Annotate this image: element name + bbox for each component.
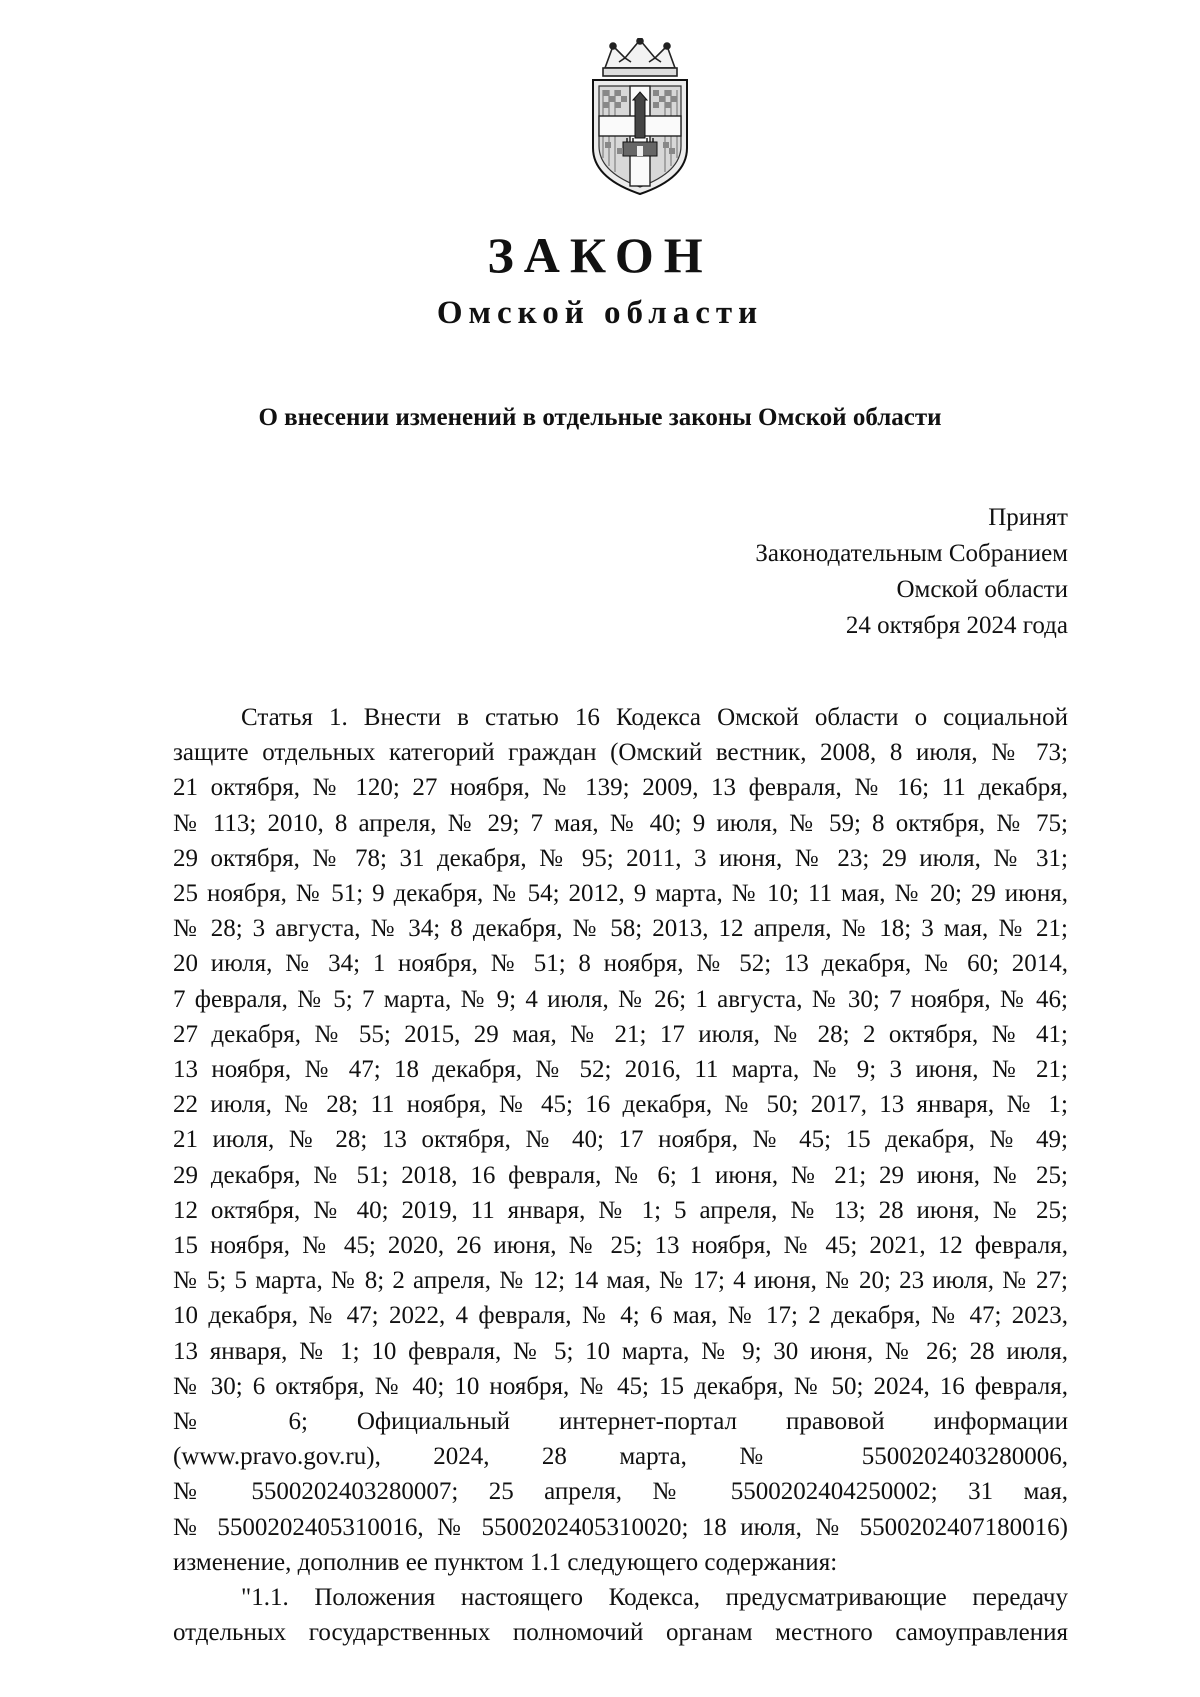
- text-line: 22 июля, № 28; 11 ноября, № 45; 16 декабря, № 50; 2017, 13 января, № 1;: [173, 1091, 1068, 1119]
- text-line: 29 октября, № 78; 31 декабря, № 95; 2011, 3 июня, № 23; 29 июля, № 31;: [173, 844, 1068, 872]
- text-line: № 113; 2010, 8 апреля, № 29; 7 мая, № 40; 9 июля, № 59; 8 октября, № 75;: [173, 809, 1068, 837]
- text-line: 27 декабря, № 55; 2015, 29 мая, № 21; 17 июля, № 28; 2 октября, № 41;: [173, 1020, 1068, 1048]
- text-line: 13 ноября, № 47; 18 декабря, № 52; 2016, 11 марта, № 9; 3 июня, № 21;: [173, 1056, 1068, 1084]
- text-line: № 30; 6 октября, № 40; 10 ноября, № 45; 15 декабря, № 50; 2024, 16 февраля,: [173, 1372, 1068, 1400]
- text-line: № 28; 3 августа, № 34; 8 декабря, № 58; 2013, 12 апреля, № 18; 3 мая, № 21;: [173, 915, 1068, 943]
- text-line: № 5500202403280007; 25 апреля, № 5500202404250002; 31 мая,: [173, 1478, 1068, 1506]
- adoption-line: Законодательным Собранием: [755, 540, 1068, 567]
- text-line: 12 октября, № 40; 2019, 11 января, № 1; 5 апреля, № 13; 28 июня, № 25;: [173, 1196, 1068, 1224]
- law-name-heading: О внесении изменений в отдельные законы Омской области: [258, 404, 942, 431]
- omsk-oblast-coat-of-arms-icon: [583, 38, 697, 196]
- text-line: 21 октября, № 120; 27 ноября, № 139; 2009, 13 февраля, № 16; 11 декабря,: [173, 774, 1068, 802]
- text-line: 13 января, № 1; 10 февраля, № 5; 10 марта, № 9; 30 июня, № 26; 28 июля,: [173, 1337, 1068, 1365]
- text-line: защите отдельных категорий граждан (Омский вестник, 2008, 8 июля, № 73;: [173, 739, 1068, 767]
- text-line: 25 ноября, № 51; 9 декабря, № 54; 2012, 9 марта, № 10; 11 мая, № 20; 29 июня,: [173, 880, 1068, 908]
- text-line: (www.pravo.gov.ru), 2024, 28 марта, № 5500202403280006,: [173, 1443, 1068, 1471]
- clause-1-1-line: отдельных государственных полномочий органам местного самоуправления: [173, 1619, 1068, 1647]
- text-line: 21 июля, № 28; 13 октября, № 40; 17 ноября, № 45; 15 декабря, № 49;: [173, 1126, 1068, 1154]
- clause-1-1-line: "1.1. Положения настоящего Кодекса, предусматривающие передачу: [241, 1584, 1068, 1612]
- text-line: 7 февраля, № 5; 7 марта, № 9; 4 июля, № 26; 1 августа, № 30; 7 ноября, № 46;: [173, 985, 1068, 1013]
- text-line: 10 декабря, № 47; 2022, 4 февраля, № 4; 6 мая, № 17; 2 декабря, № 47; 2023,: [173, 1302, 1068, 1330]
- adoption-date: 24 октября 2024 года: [845, 612, 1068, 639]
- text-line: № 5500202405310016, № 5500202405310020; 18 июля, № 5500202407180016): [173, 1513, 1068, 1541]
- document-subtitle: Омской области: [436, 295, 764, 331]
- adoption-line: Принят: [988, 504, 1068, 531]
- document-title: ЗАКОН: [487, 227, 713, 283]
- text-line: № 6; Официальный интернет-портал правовой информации: [173, 1408, 1068, 1436]
- text-line: 20 июля, № 34; 1 ноября, № 51; 8 ноября, № 52; 13 декабря, № 60; 2014,: [173, 950, 1068, 978]
- text-line: 29 декабря, № 51; 2018, 16 февраля, № 6; 1 июня, № 21; 29 июня, № 25;: [173, 1161, 1068, 1189]
- article-1-text: [173, 700, 1068, 1650]
- text-line: Статья 1. Внести в статью 16 Кодекса Омской области о социальной: [241, 704, 1068, 731]
- text-line: изменение, дополнив ее пунктом 1.1 следующего содержания:: [173, 1548, 838, 1576]
- text-line: 15 ноября, № 45; 2020, 26 июня, № 25; 13 ноября, № 45; 2021, 12 февраля,: [173, 1232, 1068, 1260]
- adoption-line: Омской области: [896, 576, 1068, 603]
- text-line: № 5; 5 марта, № 8; 2 апреля, № 12; 14 мая, № 17; 4 июня, № 20; 23 июля, № 27;: [173, 1267, 1068, 1295]
- adoption-block: [568, 500, 1068, 644]
